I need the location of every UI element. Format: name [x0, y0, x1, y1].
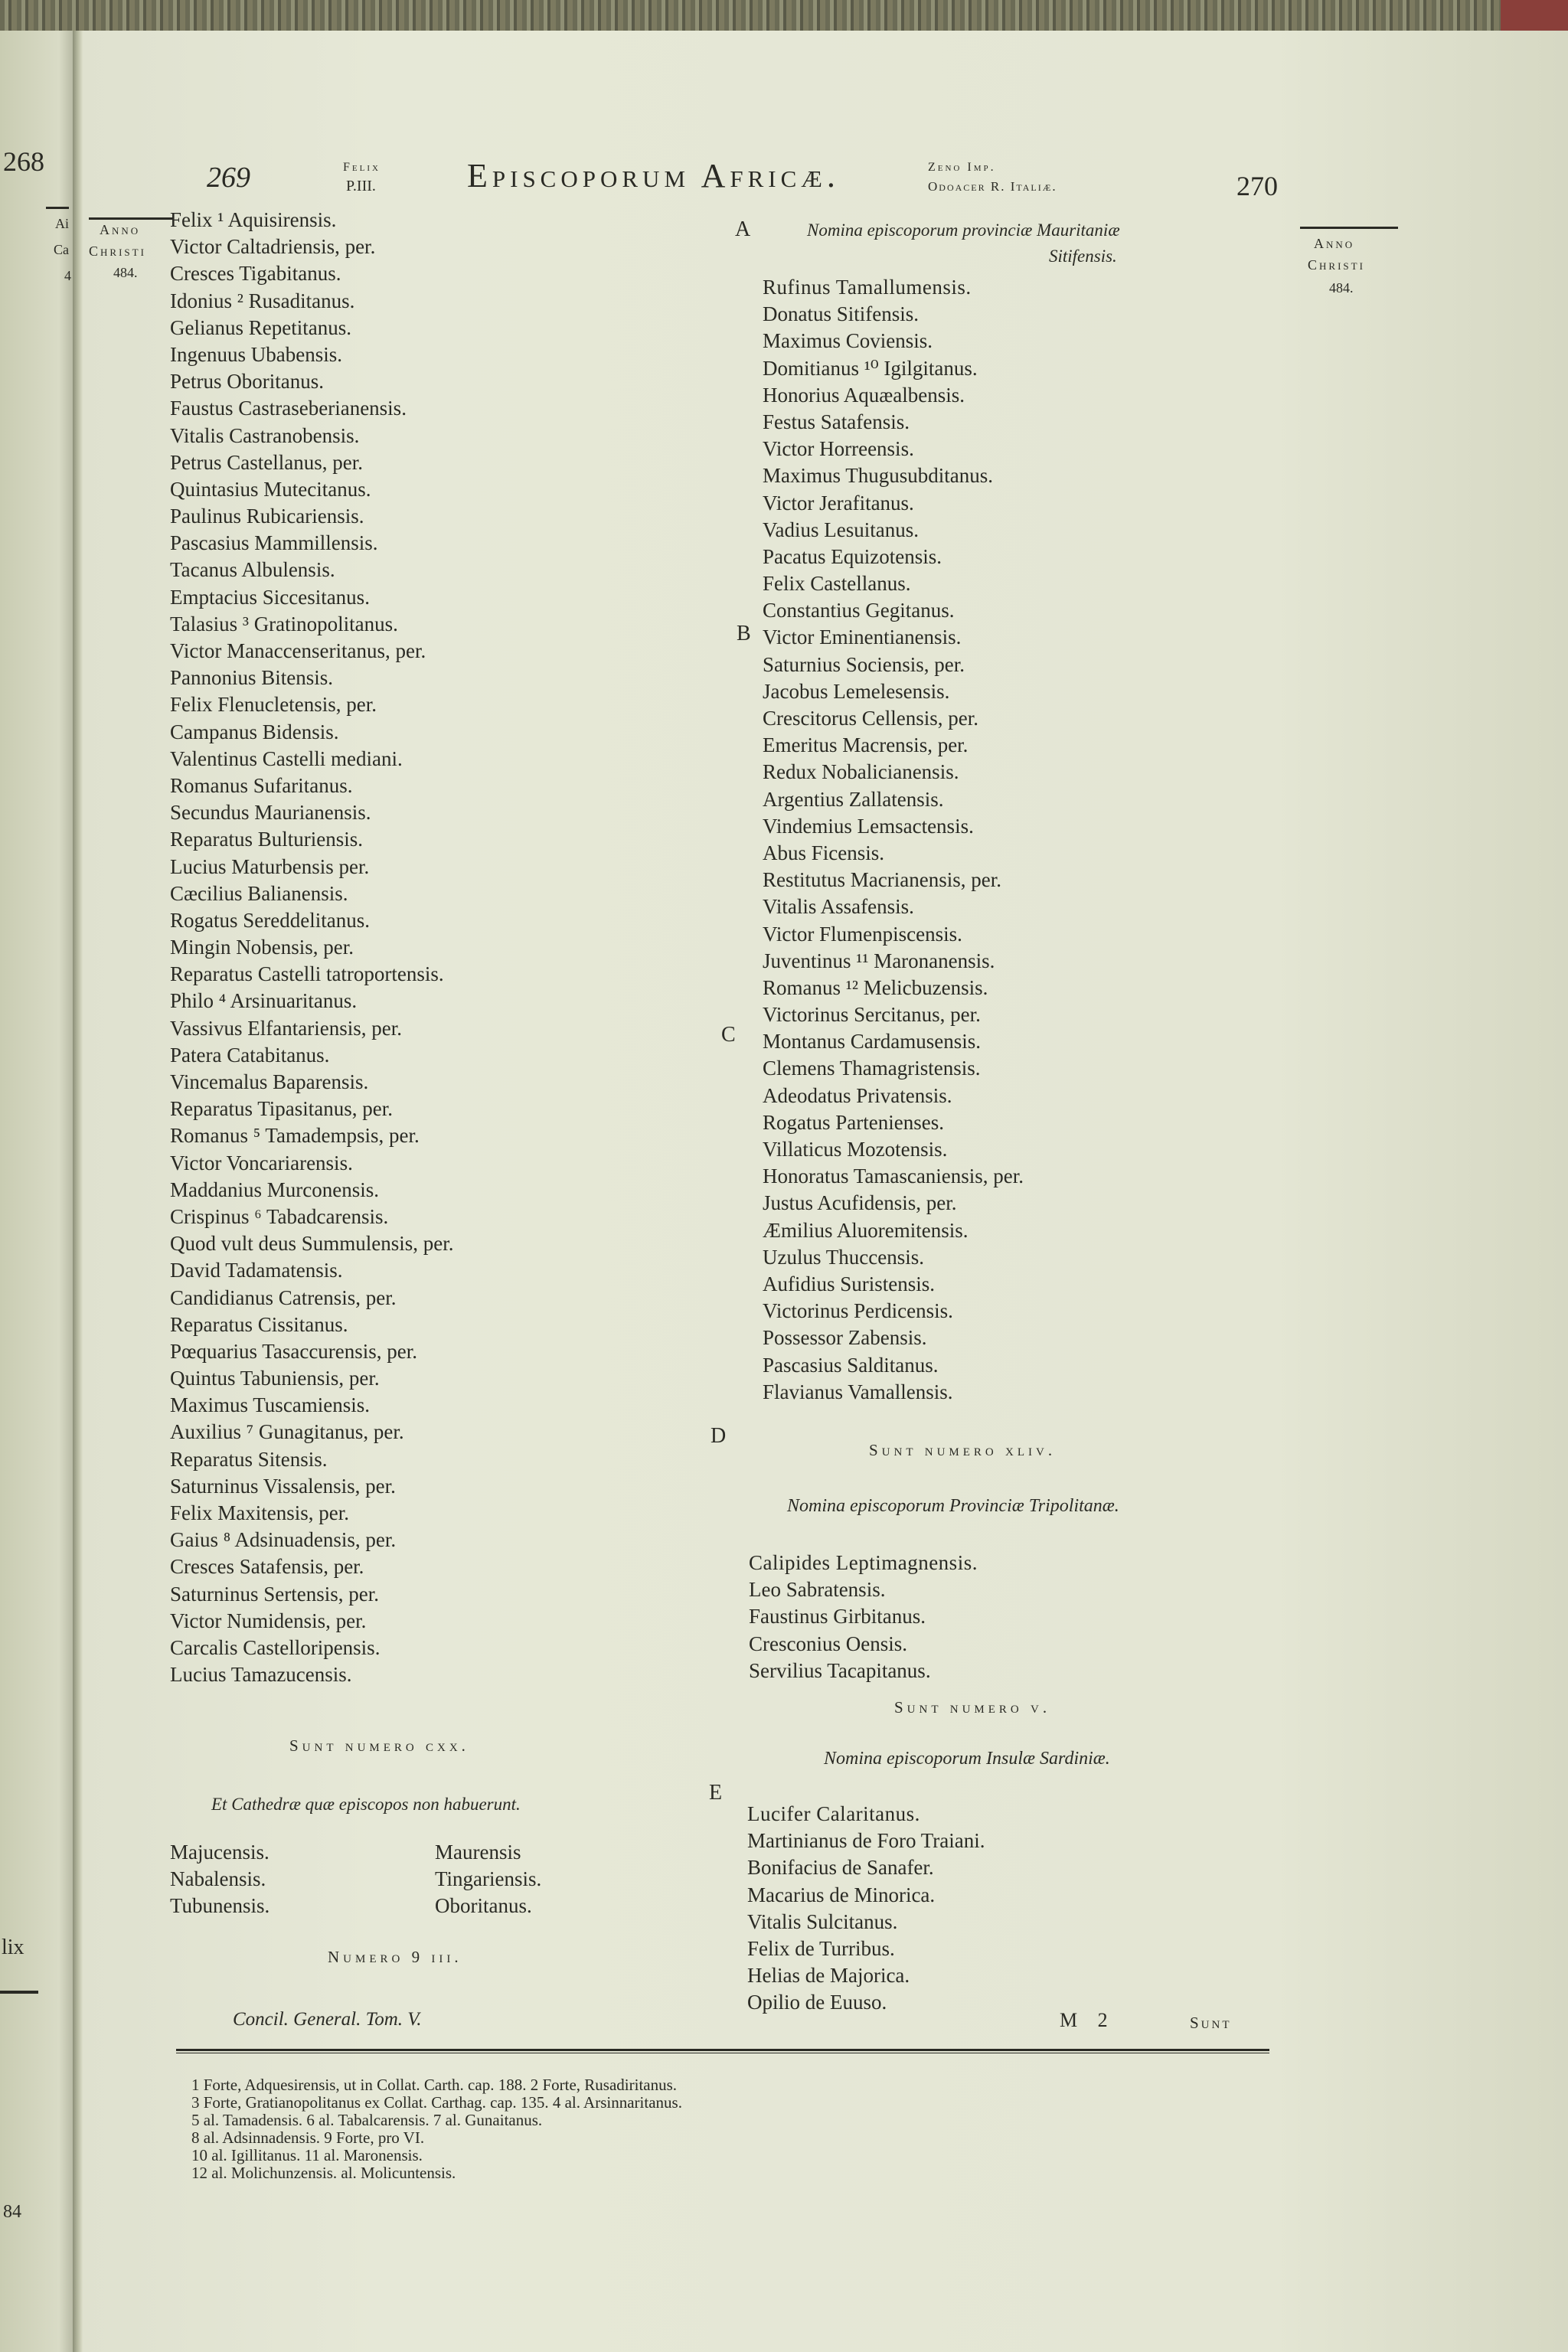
bishop-entry: Constantius Gegitanus. [763, 599, 955, 622]
section-letter-c: C [721, 1023, 736, 1047]
bishop-entry: Felix Maxitensis, per. [170, 1501, 349, 1524]
bishop-entry: Victor Voncariarensis. [170, 1151, 353, 1174]
bishop-entry: Aufidius Suristensis. [763, 1272, 936, 1295]
bishop-entry: Adeodatus Privatensis. [763, 1083, 952, 1107]
bishop-entry: Auxilius ⁷ Gunagitanus, per. [170, 1420, 404, 1444]
bishop-entry: Felix ¹ Aquisirensis. [170, 208, 337, 231]
left-page-number: 269 [207, 162, 250, 194]
cathedra-entry: Nabalensis. [170, 1867, 266, 1891]
bishop-entry: Possessor Zabensis. [763, 1326, 927, 1350]
signature-left: Concil. General. Tom. V. [233, 2009, 422, 2030]
footnote-line: 3 Forte, Gratianopolitanus ex Collat. Carthag. cap. 135. 4 al. Arsinnaritanus. [191, 2093, 682, 2112]
bishop-entry: Gaius ⁸ Adsinuadensis, per. [170, 1528, 397, 1552]
bishop-entry: Carcalis Castelloripensis. [170, 1635, 381, 1659]
bishop-entry: Paulinus Rubicariensis. [170, 505, 364, 528]
bishop-entry: Rogatus Sereddelitanus. [170, 908, 370, 932]
bishop-entry: Felix de Turribus. [747, 1936, 895, 1960]
previous-page-edge [0, 31, 84, 2352]
bishop-entry: David Tadamatensis. [170, 1259, 343, 1282]
margin-note-anno: Anno [100, 222, 141, 237]
footnote-line: 1 Forte, Adquesirensis, ut in Collat. Carth. cap. 188. 2 Forte, Rusadiritanus. [191, 2076, 678, 2094]
bishop-entry: Saturninus Vissalensis, per. [170, 1474, 396, 1498]
bishop-entry: Victorinus Sercitanus, per. [763, 1003, 981, 1027]
header-king: Odoacer R. Italiæ. [928, 179, 1057, 194]
bishop-entry: Abus Ficensis. [763, 841, 885, 864]
bishop-entry: Festus Satafensis. [763, 410, 910, 433]
bishop-entry: Felix Castellanus. [763, 572, 911, 596]
bishop-entry: Honorius Aquæalbensis. [763, 383, 965, 407]
bishop-entry: Restitutus Macrianensis, per. [763, 868, 1001, 892]
tripolitana-summary: Sunt numero v. [894, 1698, 1051, 1717]
bishop-entry: Maximus Tuscamiensis. [170, 1393, 371, 1417]
bishop-entry: Faustinus Girbitanus. [749, 1605, 926, 1628]
footnote-line: 10 al. Igillitanus. 11 al. Maronensis. [191, 2146, 423, 2164]
previous-page-fragment: 4 [64, 268, 71, 283]
footnote-line: 12 al. Molichunzensis. al. Molicuntensis. [191, 2164, 456, 2182]
bishop-entry: Ingenuus Ubabensis. [170, 342, 342, 366]
bishop-entry: Reparatus Castelli tatroportensis. [170, 962, 444, 986]
margin-note-year: 484. [1329, 280, 1354, 296]
bishop-entry: Saturnius Sociensis, per. [763, 652, 965, 676]
previous-page-signature: lix [2, 1936, 24, 1959]
footnote-line: 5 al. Tamadensis. 6 al. Tabalcarensis. 7 al. Gunaitanus. [191, 2111, 543, 2129]
bishop-entry: Maddanius Murconensis. [170, 1178, 379, 1201]
bishop-entry: Domitianus ¹⁰ Igilgitanus. [763, 356, 978, 380]
bishop-entry: Victorinus Perdicensis. [763, 1299, 953, 1323]
bishop-entry: Crescitorus Cellensis, per. [763, 707, 978, 730]
bishop-entry: Quintus Tabuniensis, per. [170, 1367, 380, 1390]
bishop-entry: Talasius ³ Gratinopolitanus. [170, 612, 398, 635]
previous-page-number: 268 [3, 146, 44, 177]
cathedra-entry: Majucensis. [170, 1841, 270, 1864]
bishop-entry: Faustus Castraseberianensis. [170, 397, 407, 420]
footnote-rule [176, 2049, 1269, 2051]
section-letter-b: B [737, 622, 751, 645]
bishop-entry: Villaticus Mozotensis. [763, 1138, 948, 1161]
bishop-entry: Bonifacius de Sanafer. [747, 1856, 934, 1880]
bishop-entry: Romanus ¹² Melicbuzensis. [763, 975, 988, 999]
bishop-entry: Uzulus Thuccensis. [763, 1245, 924, 1269]
bishop-entry: Lucifer Calaritanus. [747, 1802, 920, 1825]
bishop-entry: Lucius Tamazucensis. [170, 1663, 352, 1687]
bishop-entry: Quod vult deus Summulensis, per. [170, 1232, 454, 1256]
margin-note-year: 484. [113, 265, 138, 280]
bishop-entry: Campanus Bidensis. [170, 720, 339, 743]
header-pope-sub: P.III. [346, 178, 376, 194]
margin-note-christi: Christi [89, 243, 146, 259]
sardinia-heading: Nomina episcoporum Insulæ Sardiniæ. [824, 1749, 1110, 1769]
bishop-entry: Calipides Leptimagnensis. [749, 1551, 978, 1574]
margin-note-christi: Christi [1308, 257, 1365, 273]
bishop-entry: Rufinus Tamallumensis. [763, 276, 972, 299]
bishop-entry: Tacanus Albulensis. [170, 558, 335, 582]
previous-page-number-bottom: 84 [3, 2202, 21, 2222]
bishop-entry: Reparatus Tipasitanus, per. [170, 1097, 393, 1121]
bishop-entry: Victor Jerafitanus. [763, 491, 914, 514]
bishop-entry: Emeritus Macrensis, per. [763, 733, 969, 757]
bishop-entry: Victor Horreensis. [763, 437, 914, 461]
header-pope: Felix [343, 161, 381, 174]
bishop-entry: Valentinus Castelli mediani. [170, 746, 403, 770]
bishop-entry: Cresces Satafensis, per. [170, 1555, 364, 1579]
bishop-entry: Lucius Maturbensis per. [170, 854, 370, 878]
bishop-entry: Cæcilius Balianensis. [170, 881, 348, 905]
bishop-entry: Vadius Lesuitanus. [763, 518, 919, 541]
header-emperor: Zeno Imp. [928, 161, 996, 174]
bishop-entry: Flavianus Vamallensis. [763, 1380, 953, 1403]
bishop-entry: Romanus Sufaritanus. [170, 773, 353, 797]
margin-rule [1300, 227, 1398, 229]
signature-right: M 2 [1060, 2009, 1116, 2031]
bishop-entry: Victor Flumenpiscensis. [763, 922, 962, 946]
cathedra-entry: Oboritanus. [435, 1894, 532, 1918]
bishop-entry: Maximus Thugusubditanus. [763, 464, 994, 488]
bishop-entry: Reparatus Sitensis. [170, 1447, 328, 1471]
catchword: Sunt [1190, 2014, 1232, 2032]
bishop-entry: Vitalis Sulcitanus. [747, 1909, 898, 1933]
mauritania-heading: Nomina episcoporum provinciæ Mauritaniæ [807, 220, 1120, 240]
bishop-entry: Victor Caltadriensis, per. [170, 235, 376, 259]
bishop-entry: Justus Acufidensis, per. [763, 1191, 957, 1215]
bishop-entry: Rogatus Partenienses. [763, 1110, 944, 1134]
bishop-entry: Petrus Oboritanus. [170, 370, 324, 394]
bishop-entry: Quintasius Mutecitanus. [170, 477, 371, 501]
bishop-entry: Helias de Majorica. [747, 1964, 910, 1988]
bishop-entry: Argentius Zallatensis. [763, 787, 944, 811]
bishop-entry: Juventinus ¹¹ Maronanensis. [763, 949, 995, 972]
margin-note-anno: Anno [1314, 236, 1355, 251]
mauritania-bishop-list [763, 274, 1024, 1406]
bishop-entry: Pacatus Equizotensis. [763, 544, 942, 568]
bishop-entry: Macarius de Minorica. [747, 1883, 936, 1906]
bishop-entry: Crispinus ⁶ Tabadcarensis. [170, 1204, 389, 1228]
bishop-entry: Reparatus Cissitanus. [170, 1312, 348, 1336]
previous-page-rule [46, 207, 69, 209]
bishop-entry: Petrus Castellanus, per. [170, 450, 363, 474]
bishop-entry: Vitalis Castranobensis. [170, 423, 360, 447]
cathedra-entry: Tingariensis. [435, 1867, 542, 1891]
bishop-entry: Victor Manaccenseritanus, per. [170, 639, 426, 662]
bishop-entry: Secundus Maurianensis. [170, 801, 371, 825]
bishop-entry: Martinianus de Foro Traiani. [747, 1829, 985, 1853]
right-page-number: 270 [1236, 171, 1278, 201]
left-bishop-list [170, 207, 454, 1688]
bishop-entry: Pascasius Mammillensis. [170, 531, 378, 555]
bishop-entry: Opilio de Euuso. [747, 1991, 887, 2014]
bishop-entry: Candidianus Catrensis, per. [170, 1285, 397, 1309]
bishop-entry: Victor Eminentianensis. [763, 626, 962, 649]
bishop-entry: Redux Nobalicianensis. [763, 760, 959, 784]
margin-rule [89, 217, 173, 220]
sardinia-bishop-list [747, 1801, 985, 2017]
bishop-entry: Jacobus Lemelesensis. [763, 679, 950, 703]
bishop-entry: Cresces Tigabitanus. [170, 262, 341, 286]
cathedra-count: Numero 9 iii. [328, 1948, 462, 1966]
bishop-entry: Philo ⁴ Arsinuaritanus. [170, 989, 358, 1013]
bishop-entry: Idonius ² Rusaditanus. [170, 289, 355, 312]
cathedra-entry: Maurensis [435, 1841, 521, 1864]
bishop-entry: Vassivus Elfantariensis, per. [170, 1016, 402, 1040]
bishop-entry: Vitalis Assafensis. [763, 895, 914, 919]
bishop-entry: Honoratus Tamascaniensis, per. [763, 1165, 1024, 1188]
cathedra-heading: Et Cathedræ quæ episcopos non habuerunt. [211, 1795, 521, 1814]
bishop-entry: Leo Sabratensis. [749, 1578, 886, 1602]
bishop-entry: Maximus Coviensis. [763, 329, 933, 353]
book-gutter [73, 31, 83, 2352]
cathedra-list-right [435, 1839, 541, 1920]
bishop-entry: Reparatus Bulturiensis. [170, 828, 363, 851]
cathedra-entry: Tubunensis. [170, 1894, 270, 1918]
bishop-entry: Saturninus Sertensis, per. [170, 1582, 379, 1606]
previous-page-fragment: Ca [54, 242, 69, 257]
bishop-entry: Vindemius Lemsactensis. [763, 814, 974, 838]
bishop-entry: Gelianus Repetitanus. [170, 315, 351, 339]
section-letter-e: E [709, 1781, 723, 1805]
mauritania-heading-2: Sitifensis. [1049, 247, 1117, 266]
bishop-entry: Pannonius Bitensis. [170, 666, 334, 690]
tripolitana-bishop-list [749, 1550, 978, 1684]
tripolitana-heading: Nomina episcoporum Provinciæ Tripolitanæ. [787, 1496, 1119, 1516]
bishop-entry: Pascasius Salditanus. [763, 1353, 939, 1377]
previous-page-fragment: Ai [55, 216, 69, 231]
bishop-entry: Cresconius Oensis. [749, 1632, 907, 1655]
mauritania-summary: Sunt numero xliv. [869, 1441, 1057, 1459]
bishop-entry: Æmilius Aluoremitensis. [763, 1218, 969, 1242]
footnotes [191, 2076, 682, 2182]
bishop-entry: Mingin Nobensis, per. [170, 936, 354, 959]
cathedra-list-left [170, 1839, 270, 1920]
bishop-entry: Vincemalus Baparensis. [170, 1070, 369, 1093]
bishop-entry: Emptacius Siccesitanus. [170, 585, 370, 609]
bishop-entry: Montanus Cardamusensis. [763, 1030, 981, 1054]
previous-page-rule [0, 1991, 38, 1994]
section-letter-d: D [710, 1424, 727, 1448]
bishop-entry: Patera Catabitanus. [170, 1043, 330, 1067]
bishop-entry: Clemens Thamagristensis. [763, 1057, 981, 1080]
bishop-entry: Pœquarius Tasaccurensis, per. [170, 1339, 418, 1363]
bishop-entry: Felix Flenucletensis, per. [170, 693, 377, 717]
bishop-entry: Donatus Sitifensis. [763, 302, 920, 326]
left-summary: Sunt numero cxx. [289, 1736, 469, 1755]
section-letter-a: A [735, 217, 751, 241]
bishop-entry: Servilius Tacapitanus. [749, 1658, 931, 1682]
bishop-entry: Victor Numidensis, per. [170, 1609, 367, 1632]
page-title: Episcoporum Africæ. [467, 157, 840, 194]
bishop-entry: Romanus ⁵ Tamadempsis, per. [170, 1124, 420, 1148]
footnote-line: 8 al. Adsinnadensis. 9 Forte, pro VI. [191, 2128, 425, 2147]
